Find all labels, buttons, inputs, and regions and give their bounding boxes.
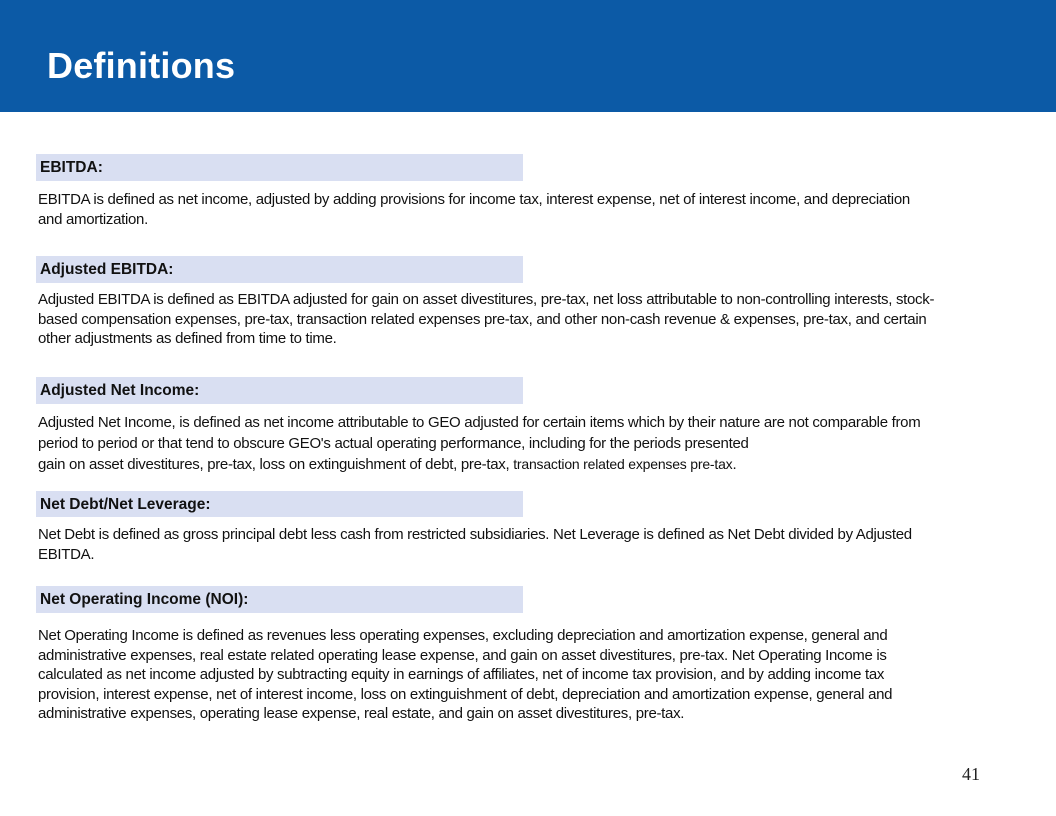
body-line-part: gain on asset divestitures, pre-tax, loss on extinguishment of debt, pre-tax, bbox=[38, 456, 514, 473]
section-heading-noi: Net Operating Income (NOI): bbox=[40, 591, 249, 608]
section-heading-bar-noi bbox=[36, 586, 523, 613]
body-line: other adjustments as defined from time to time. bbox=[38, 330, 337, 347]
section-body-net-debt bbox=[38, 525, 912, 564]
body-line: EBITDA. bbox=[38, 545, 95, 563]
section-heading-bar-adjusted-ebitda bbox=[36, 256, 523, 283]
page-title: Definitions bbox=[47, 45, 236, 86]
body-line: Adjusted Net Income, is defined as net income attributable to GEO adjusted for certain items which by their nature are not comparable from bbox=[38, 414, 921, 431]
body-line: EBITDA is defined as net income, adjusted by adding provisions for income tax, interest expense, net of interest income, and depreciation bbox=[38, 191, 910, 208]
body-line: Adjusted EBITDA is defined as EBITDA adjusted for gain on asset divestitures, pre-tax, net loss attributable to non-controlling interests, stock- bbox=[38, 291, 935, 308]
body-line: Net Operating Income is defined as revenues less operating expenses, excluding depreciation and amortization expense, general and bbox=[38, 627, 888, 644]
body-line: administrative expenses, real estate related operating lease expense, and gain on asset divestitures, pre-tax. Net Operating Income is bbox=[38, 646, 887, 664]
body-line: and amortization. bbox=[38, 210, 148, 228]
body-line-part-alt-font: transaction related expenses pre-tax bbox=[513, 456, 733, 472]
body-line: Net Debt is defined as gross principal debt less cash from restricted subsidiaries. Net Leverage is defined as Net Debt divided by Adjusted bbox=[38, 526, 912, 543]
section-body-adjusted-net-income bbox=[38, 413, 920, 476]
section-heading-ebitda: EBITDA: bbox=[40, 159, 103, 176]
body-line: period to period or that tend to obscure GEO's actual operating performance, including for the periods presented bbox=[38, 434, 749, 452]
body-line-part: . bbox=[732, 456, 737, 473]
body-line: calculated as net income adjusted by subtracting equity in earnings of affiliates, net of income tax provision, and by adding income tax bbox=[38, 666, 885, 683]
section-heading-bar-adjusted-net-income bbox=[36, 377, 523, 404]
section-heading-net-debt: Net Debt/Net Leverage: bbox=[40, 496, 211, 513]
body-line-mixed bbox=[38, 454, 920, 476]
body-line: based compensation expenses, pre-tax, transaction related expenses pre-tax, and other non-cash revenue & expenses, pre-tax, and certain bbox=[38, 310, 927, 328]
section-heading-adjusted-ebitda: Adjusted EBITDA: bbox=[40, 261, 174, 278]
section-heading-bar-ebitda bbox=[36, 154, 523, 181]
section-body-adjusted-ebitda bbox=[38, 290, 934, 349]
header-band bbox=[0, 0, 1056, 112]
section-body-noi bbox=[38, 626, 892, 724]
section-heading-bar-net-debt bbox=[36, 491, 523, 517]
section-heading-adjusted-net-income: Adjusted Net Income: bbox=[40, 382, 200, 399]
section-body-ebitda bbox=[38, 190, 910, 229]
page-number: 41 bbox=[962, 764, 980, 784]
body-line: administrative expenses, operating lease expense, real estate, and gain on asset divestitures, pre-tax. bbox=[38, 705, 685, 722]
body-line: provision, interest expense, net of interest income, loss on extinguishment of debt, depreciation and amortization expense, general and bbox=[38, 685, 893, 703]
